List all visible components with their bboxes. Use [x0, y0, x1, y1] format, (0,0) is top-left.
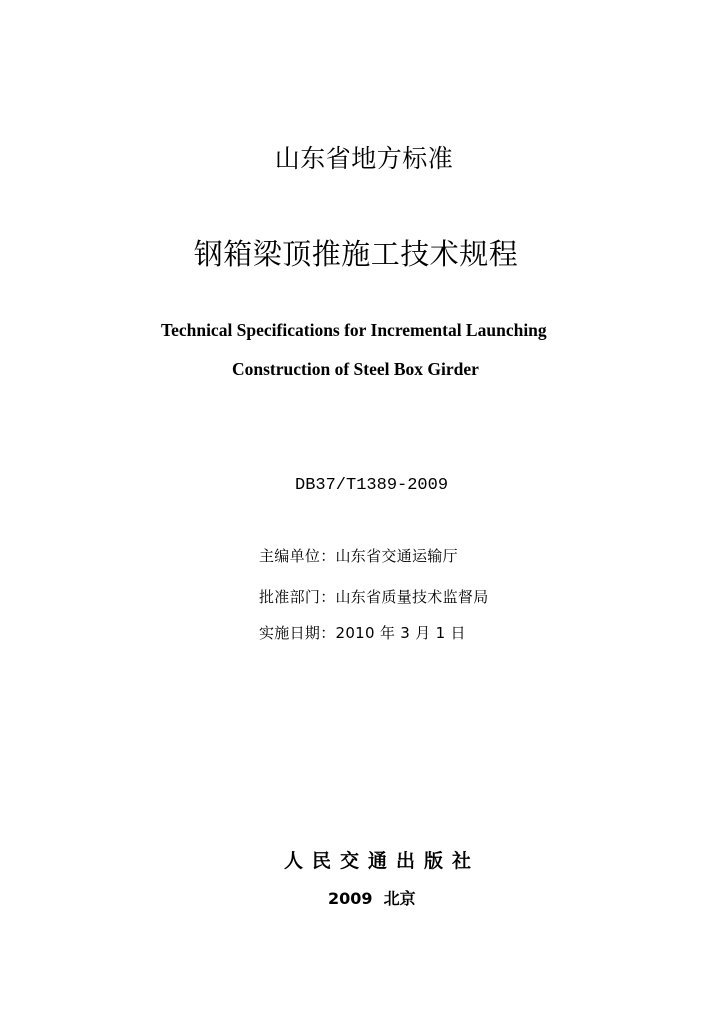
document-title-en-line-2: Construction of Steel Box Girder — [232, 359, 479, 379]
document-title-en-line-1: Technical Specifications for Incremental Launching — [161, 320, 547, 340]
approval-department: 批准部门：山东省质量技术监督局 — [259, 588, 489, 606]
document-title-cn: 钢箱梁顶推施工技术规程 — [193, 237, 519, 271]
editor-unit: 主编单位：山东省交通运输厅 — [259, 547, 458, 565]
effective-date: 实施日期：2010 年 3 月 1 日 — [259, 624, 466, 642]
publication-year-place: 2009 北京 — [328, 889, 416, 908]
standard-code: DB37/T1389-2009 — [295, 476, 449, 495]
standard-type-heading: 山东省地方标准 — [274, 144, 454, 173]
publisher-name: 人民交通出版社 — [284, 850, 481, 872]
